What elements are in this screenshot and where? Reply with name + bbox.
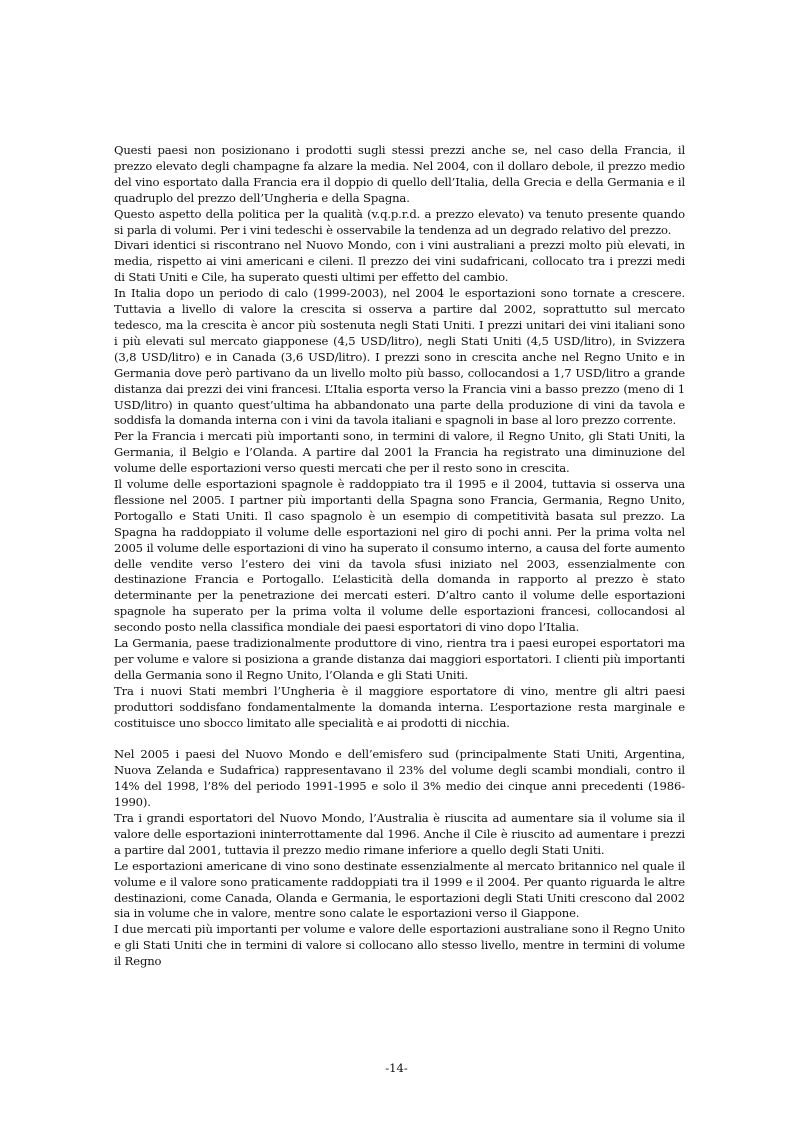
body-text xyxy=(114,143,685,970)
paragraph-italy-exports: In Italia dopo un periodo di calo (1999-2003), nel 2004 le esportazioni sono tornate a crescere. Tuttavia a livello di valore la crescita si osserva a partire dal 2002, soprattutto sul mercato tedesco, ma la crescita è ancor più sostenuta negli Stati Uniti. I prezzi unitari dei vini italiani sono i più elevati sul mercato giapponese (4,5 USD/litro), negli Stati Uniti (4,5 USD/litro), in Svizzera (3,8 USD/litro) e in Canada (3,6 USD/litro). I prezzi sono in crescita anche nel Regno Unito e in Germania dove però partivano da un livello molto più basso, collocandosi a 1,7 USD/litro a grande distanza dai prezzi dei vini francesi. L’Italia esporta verso la Francia vini a basso prezzo (meno di 1 USD/litro) in quanto quest’ultima ha abbandonato una parte della produzione di vini da tavola e soddisfa la domanda interna con i vini da tavola italiani e spagnoli in base al loro prezzo corrente. xyxy=(114,286,685,428)
paragraph-france-prices: Questi paesi non posizionano i prodotti sugli stessi prezzi anche se, nel caso della Francia, il prezzo elevato degli champagne fa alzare la media. Nel 2004, con il dollaro debole, il prezzo medio del vino esportato dalla Francia era il doppio di quello dell’Italia, della Grecia e della Germania e il quadruplo del prezzo dell’Ungheria e della Spagna. xyxy=(114,143,685,205)
paragraph-quality-policy: Questo aspetto della politica per la qualità (v.q.p.r.d. a prezzo elevato) va tenuto presente quando si parla di volumi. Per i vini tedeschi è osservabile la tendenza ad un degrado relativo del prezzo. xyxy=(114,206,685,237)
paragraph-australia-markets: I due mercati più importanti per volume e valore delle esportazioni australiane sono il Regno Unito e gli Stati Uniti che in termini di valore si collocano allo stesso livello, mentre in termini di volume il Regno xyxy=(114,922,685,969)
paragraph-germany-exports: La Germania, paese tradizionalmente produttore di vino, rientra tra i paesi europei esportatori ma per volume e valore si posiziona a grande distanza dai maggiori esportatori. I clienti più importanti della Germania sono il Regno Unito, l’Olanda e gli Stati Uniti. xyxy=(114,636,685,682)
page-number: -14- xyxy=(385,1061,408,1075)
paragraph-australia-chile: Tra i grandi esportatori del Nuovo Mondo, l’Australia è riuscita ad aumentare sia il volume sia il valore delle esportazioni ininterrottamente dal 1996. Anche il Cile è riuscito ad aumentare i prezzi a partire dal 2001, tuttavia il prezzo medio rimane inferiore a quello degli Stati Uniti. xyxy=(114,811,685,857)
paragraph-spain-exports: Il volume delle esportazioni spagnole è raddoppiato tra il 1995 e il 2004, tuttavia si osserva una flessione nel 2005. I partner più importanti della Spagna sono Francia, Germania, Regno Unito, Portogallo e Stati Uniti. Il caso spagnolo è un esempio di competitività basata sul prezzo. La Spagna ha raddoppiato il volume delle esportazioni nel giro di pochi anni. Per la prima volta nel 2005 il volume delle esportazioni di vino ha superato il consumo interno, a causa del forte aumento delle vendite verso l’estero dei vini da tavola sfusi iniziato nel 2003, essenzialmente con destinazione Francia e Portogallo. L’elasticità della domanda in rapporto al prezzo è stato determinante per la penetrazione dei mercati esteri. D’altro canto il volume delle esportazioni spagnole ha superato per la prima volta il volume delle esportazioni francesi, collocandosi al secondo posto nella classifica mondiale dei paesi esportatori di vino dopo l’Italia. xyxy=(114,477,685,635)
paragraph-new-world-share: Nel 2005 i paesi del Nuovo Mondo e dell’emisfero sud (principalmente Stati Uniti, Argentina, Nuova Zelanda e Sudafrica) rappresentavano il 23% del volume degli scambi mondiali, contro il 14% del 1998, l’8% del periodo 1991-1995 e solo il 3% medio dei cinque anni precedenti (1986-1990). xyxy=(114,747,685,810)
paragraph-new-world-prices: Divari identici si riscontrano nel Nuovo Mondo, con i vini australiani a prezzi molto più elevati, in media, rispetto ai vini americani e cileni. Il prezzo dei vini sudafricani, collocato tra i prezzi medi di Stati Uniti e Cile, ha superato questi ultimi per effetto del cambio. xyxy=(114,238,685,285)
paragraph-france-markets: Per la Francia i mercati più importanti sono, in termini di valore, il Regno Unito, gli Stati Uniti, la Germania, il Belgio e l’Olanda. A partire dal 2001 la Francia ha registrato una diminuzione del volume delle esportazioni verso questi mercati che per il resto sono in crescita. xyxy=(114,429,685,476)
paragraph-hungary-exports: Tra i nuovi Stati membri l’Ungheria è il maggiore esportatore di vino, mentre gli altri paesi produttori soddisfano fondamentalmente la domanda interna. L’esportazione resta marginale e costituisce uno sbocco limitato alle specialità e ai prodotti di nicchia. xyxy=(114,683,685,730)
paragraph-us-exports: Le esportazioni americane di vino sono destinate essenzialmente al mercato britannico nel quale il volume e il valore sono praticamente raddoppiati tra il 1999 e il 2004. Per quanto riguarda le altre destinazioni, come Canada, Olanda e Germania, le esportazioni degli Stati Uniti crescono dal 2002 sia in volume che in valore, mentre sono calate le esportazioni verso il Giappone. xyxy=(114,858,685,921)
